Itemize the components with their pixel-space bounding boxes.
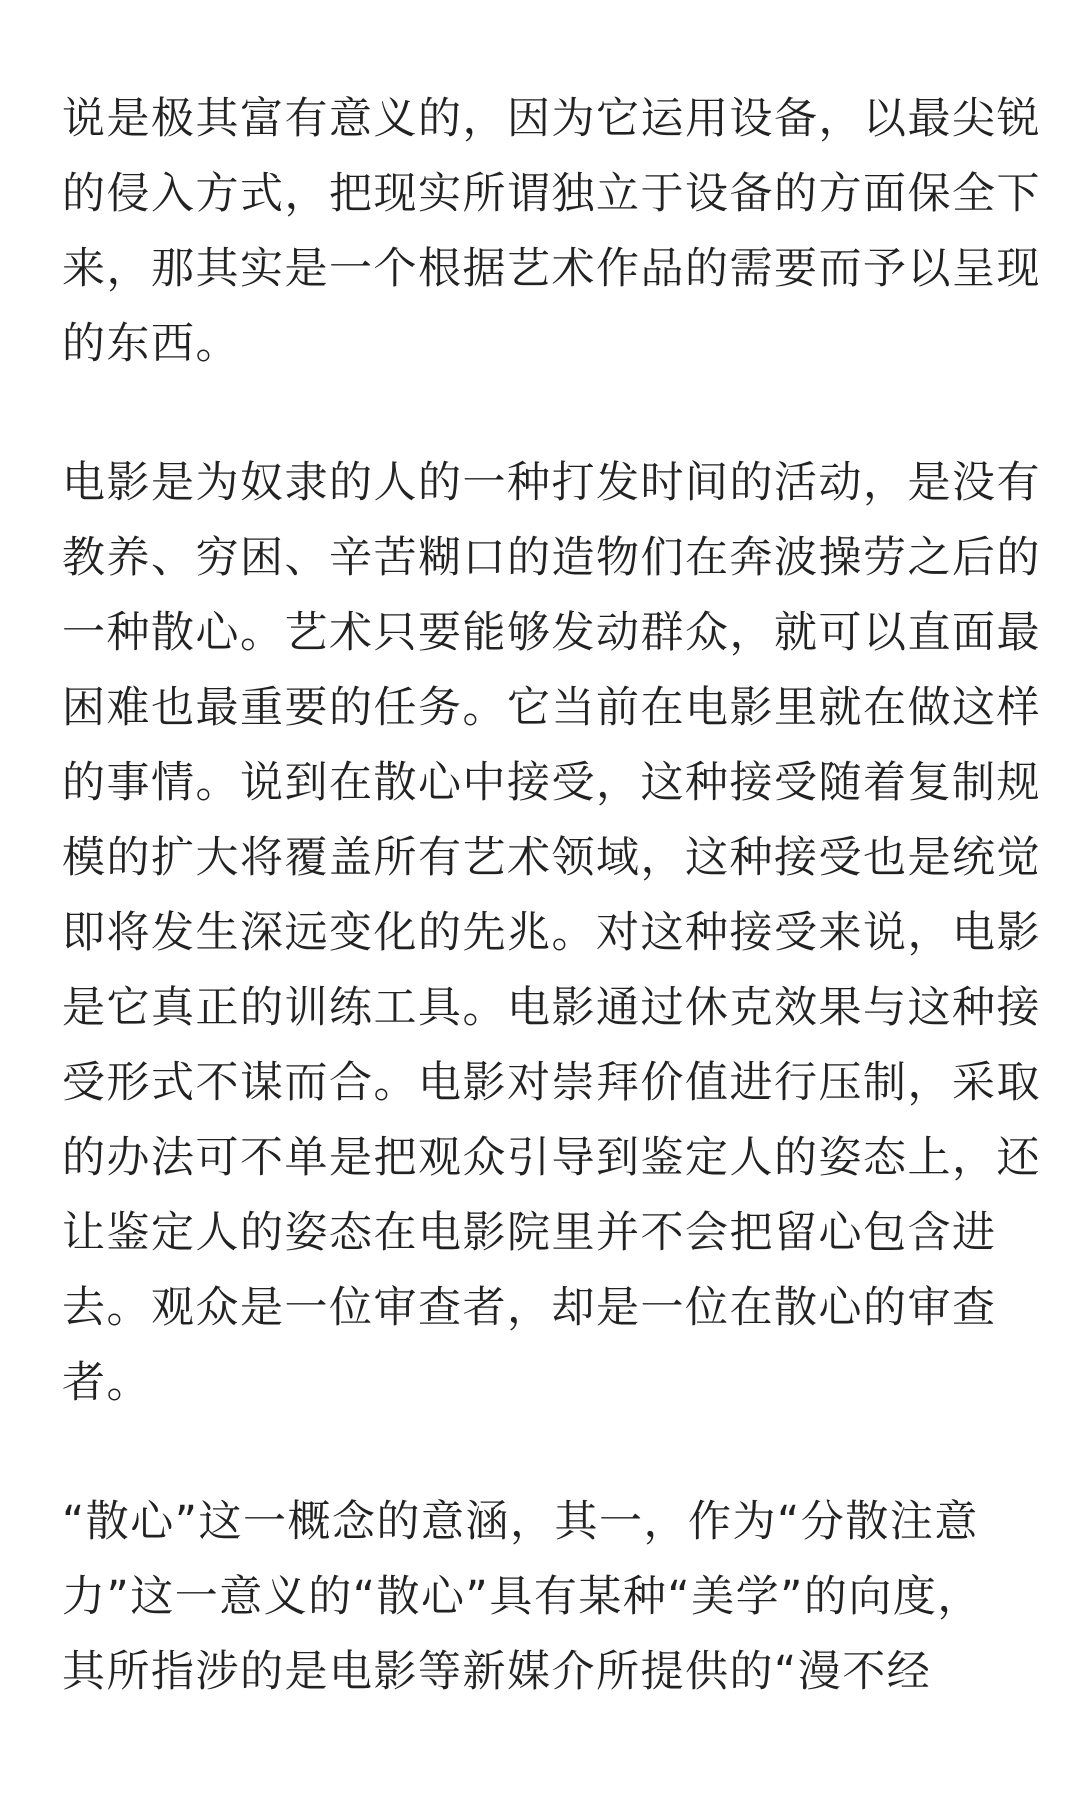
text-line: 去。观众是一位审查者，却是一位在散心的审查 xyxy=(62,1283,997,1333)
text-line: “散心”这一概念的意涵，其一，作为“分散注意 xyxy=(62,1497,979,1547)
text-line: 的办法可不单是把观众引导到鉴定人的姿态上，还 xyxy=(62,1133,1041,1183)
text-line: 是它真正的训练工具。电影通过休克效果与这种接 xyxy=(62,983,1041,1033)
text-line: 受形式不谋而合。电影对崇拜价值进行压制，采取 xyxy=(62,1058,1041,1108)
text-line: 其所指涉的是电影等新媒介所提供的“漫不经 xyxy=(62,1647,932,1697)
article-body xyxy=(62,82,1041,1774)
text-line: 即将发生深远变化的先兆。对这种接受来说，电影 xyxy=(62,908,1041,958)
paragraph-1 xyxy=(62,82,1041,382)
text-line: 的事情。说到在散心中接受，这种接受随着复制规 xyxy=(62,758,1041,808)
text-line: 让鉴定人的姿态在电影院里并不会把留心包含进 xyxy=(62,1208,997,1258)
text-line: 力”这一意义的“散心”具有某种“美学”的向度， xyxy=(62,1572,982,1622)
text-line: 说是极其富有意义的，因为它运用设备，以最尖锐 xyxy=(62,94,1041,144)
text-line: 困难也最重要的任务。它当前在电影里就在做这样 xyxy=(62,683,1041,733)
text-line: 来，那其实是一个根据艺术作品的需要而予以呈现 xyxy=(62,244,1041,294)
paragraph-3 xyxy=(62,1485,1022,1710)
text-line: 的东西。 xyxy=(62,319,240,369)
text-line: 的侵入方式，把现实所谓独立于设备的方面保全下 xyxy=(62,169,1041,219)
text-line: 模的扩大将覆盖所有艺术领域，这种接受也是统觉 xyxy=(62,833,1041,883)
text-line: 电影是为奴隶的人的一种打发时间的活动，是没有 xyxy=(62,458,1041,508)
text-line: 者。 xyxy=(62,1358,151,1408)
paragraph-2 xyxy=(62,446,1041,1421)
text-line: 教养、穷困、辛苦糊口的造物们在奔波操劳之后的 xyxy=(62,533,1041,583)
text-line: 一种散心。艺术只要能够发动群众，就可以直面最 xyxy=(62,608,1041,658)
